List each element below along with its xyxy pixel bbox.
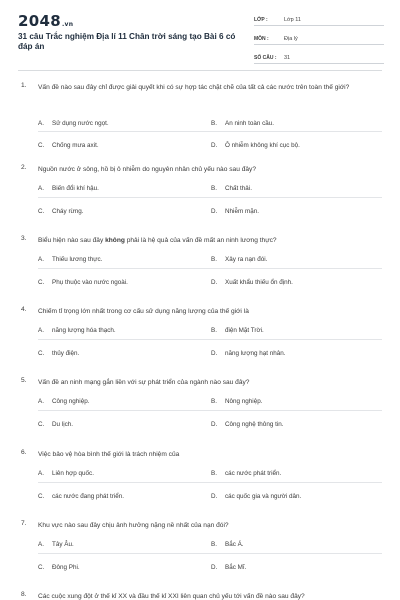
option-letter: C. xyxy=(38,350,45,357)
option-text: các nước đang phát triển. xyxy=(52,493,125,500)
option-d[interactable] xyxy=(211,421,283,428)
option-b[interactable] xyxy=(211,120,274,127)
meta-row-subject xyxy=(254,32,384,45)
question-text xyxy=(38,235,382,246)
option-letter: A. xyxy=(38,120,44,127)
option-divider xyxy=(38,197,382,198)
question-number: 3. xyxy=(21,235,27,242)
option-letter: C. xyxy=(38,208,45,215)
option-b[interactable] xyxy=(211,327,264,334)
option-divider xyxy=(38,482,382,483)
option-letter: D. xyxy=(211,350,218,357)
question-text: Vấn đề nào sau đây chỉ được giải quyết khi có sự hợp tác chặt chẽ của tất cả các nước trên toàn thế giới? xyxy=(38,84,350,91)
meta-label: LỚP : xyxy=(254,17,268,23)
meta-row-class xyxy=(254,13,384,26)
option-letter: B. xyxy=(211,256,217,263)
site-logo[interactable] xyxy=(18,12,73,30)
option-text: Liên hợp quốc. xyxy=(52,470,94,477)
option-text: các nước phát triển. xyxy=(225,470,282,477)
option-letter: B. xyxy=(211,120,217,127)
option-text: các quốc gia và người dân. xyxy=(225,493,302,500)
option-letter: B. xyxy=(211,327,217,334)
question-text: Các cuộc xung đột ở thế kỉ XX và đầu thế kỉ XXI liên quan chủ yếu tới vấn đề nào sau đây? xyxy=(38,593,305,600)
question-number: 5. xyxy=(21,377,27,384)
option-c[interactable] xyxy=(38,493,124,500)
option-text: Chống mưa axit. xyxy=(52,142,99,149)
option-text: Biến đổi khí hậu. xyxy=(52,185,99,192)
option-letter: A. xyxy=(38,470,44,477)
option-divider xyxy=(38,553,382,554)
option-text: Công nghệ thông tin. xyxy=(225,421,284,428)
option-text: Nhiễm mặn. xyxy=(225,208,259,215)
option-text: Tây Âu. xyxy=(52,541,74,548)
option-text: Sử dụng nước ngọt. xyxy=(52,120,109,127)
option-text: năng lượng hóa thạch. xyxy=(52,327,116,334)
option-c[interactable] xyxy=(38,564,80,571)
option-a[interactable] xyxy=(38,256,102,263)
meta-value: Lớp 11 xyxy=(284,17,301,23)
option-letter: A. xyxy=(38,185,44,192)
option-d[interactable] xyxy=(211,564,246,571)
question-text: Chiếm tỉ trọng lớn nhất trong cơ cấu sử dụng năng lượng của thế giới là xyxy=(38,308,249,315)
option-letter: A. xyxy=(38,256,44,263)
option-letter: B. xyxy=(211,470,217,477)
question-number: 8. xyxy=(21,591,27,598)
option-a[interactable] xyxy=(38,120,109,127)
option-b[interactable] xyxy=(211,398,262,405)
question-number: 4. xyxy=(21,306,27,313)
option-text: Thiếu lương thực. xyxy=(52,256,103,263)
question-number: 7. xyxy=(21,520,27,527)
option-text: Chất thải. xyxy=(225,185,252,192)
option-text: thủy điện. xyxy=(52,350,80,357)
option-letter: C. xyxy=(38,493,45,500)
option-c[interactable] xyxy=(38,208,84,215)
option-text: Xuất khẩu thiếu ổn định. xyxy=(225,279,293,286)
option-letter: B. xyxy=(211,541,217,548)
option-text: Ô nhiễm không khí cục bộ. xyxy=(225,142,300,149)
option-letter: D. xyxy=(211,142,218,149)
question-text: Vấn đề an ninh mạng gắn liền với sự phát triển của ngành nào sau đây? xyxy=(38,379,250,386)
meta-label: MÔN : xyxy=(254,36,269,42)
option-letter: A. xyxy=(38,327,44,334)
question-text-part: phải là hệ quả của vấn đề mất an ninh lương thực? xyxy=(124,237,277,244)
option-b[interactable] xyxy=(211,256,267,263)
option-b[interactable] xyxy=(211,185,252,192)
option-letter: C. xyxy=(38,279,45,286)
option-c[interactable] xyxy=(38,279,128,286)
option-d[interactable] xyxy=(211,350,286,357)
option-d[interactable] xyxy=(211,279,293,286)
option-letter: C. xyxy=(38,142,45,149)
option-letter: D. xyxy=(211,493,218,500)
option-letter: D. xyxy=(211,421,218,428)
option-text: Phụ thuộc vào nước ngoài. xyxy=(52,279,128,286)
option-letter: A. xyxy=(38,541,44,548)
logo-suffix: .vn xyxy=(61,21,74,28)
option-divider xyxy=(38,268,382,269)
option-b[interactable] xyxy=(211,541,244,548)
option-d[interactable] xyxy=(211,493,301,500)
option-letter: B. xyxy=(211,185,217,192)
meta-value: Địa lý xyxy=(284,36,298,42)
option-text: Đông Phi. xyxy=(52,564,80,571)
option-text: Cháy rừng. xyxy=(52,208,84,215)
option-divider xyxy=(38,131,382,132)
option-text: điện Mặt Trời. xyxy=(225,327,264,334)
meta-row-count xyxy=(254,51,384,64)
option-letter: D. xyxy=(211,279,218,286)
option-text: Xảy ra nạn đói. xyxy=(225,256,268,263)
option-a[interactable] xyxy=(38,185,99,192)
option-letter: C. xyxy=(38,564,45,571)
option-text: Bắc Mĩ. xyxy=(225,564,247,571)
question-text: Khu vực nào sau đây chịu ảnh hưởng nặng nề nhất của nạn đói? xyxy=(38,522,229,529)
question-number: 6. xyxy=(21,449,27,456)
question-number: 2. xyxy=(21,164,27,171)
option-text: năng lượng hạt nhân. xyxy=(225,350,286,357)
option-d[interactable] xyxy=(211,208,259,215)
option-text: An ninh toàn cầu. xyxy=(225,120,275,127)
option-letter: B. xyxy=(211,398,217,405)
option-a[interactable] xyxy=(38,541,74,548)
option-text: Bắc Á. xyxy=(225,541,244,548)
option-d[interactable] xyxy=(211,142,300,149)
option-divider xyxy=(38,410,382,411)
option-c[interactable] xyxy=(38,350,79,357)
option-letter: D. xyxy=(211,564,218,571)
option-letter: A. xyxy=(38,398,44,405)
option-letter: D. xyxy=(211,208,218,215)
option-divider xyxy=(38,339,382,340)
question-text-part: Biểu hiện nào sau đây xyxy=(38,237,106,244)
question-number: 1. xyxy=(21,82,27,89)
document-header xyxy=(0,0,400,62)
option-c[interactable] xyxy=(38,421,73,428)
option-text: Du lịch. xyxy=(52,421,73,428)
meta-value: 31 xyxy=(284,55,291,61)
option-b[interactable] xyxy=(211,470,281,477)
meta-label: SỐ CÂU : xyxy=(254,55,277,61)
option-a[interactable] xyxy=(38,327,116,334)
document-meta xyxy=(254,13,384,70)
header-divider xyxy=(18,70,382,71)
option-text: Nông nghiệp. xyxy=(225,398,263,405)
question-text: Việc bảo vệ hòa bình thế giới là trách nhiệm của xyxy=(38,451,180,458)
option-a[interactable] xyxy=(38,470,94,477)
option-a[interactable] xyxy=(38,398,89,405)
logo-text: 2048 xyxy=(18,12,61,30)
option-c[interactable] xyxy=(38,142,99,149)
page-title: 31 câu Trắc nghiệm Địa lí 11 Chân trời sáng tạo Bài 6 có đáp án xyxy=(18,32,236,51)
question-text-emphasis: không xyxy=(105,237,125,244)
question-text: Nguồn nước ở sông, hồ bị ô nhiễm do nguyên nhân chủ yếu nào sau đây? xyxy=(38,166,256,173)
option-letter: C. xyxy=(38,421,45,428)
option-text: Công nghiệp. xyxy=(52,398,90,405)
